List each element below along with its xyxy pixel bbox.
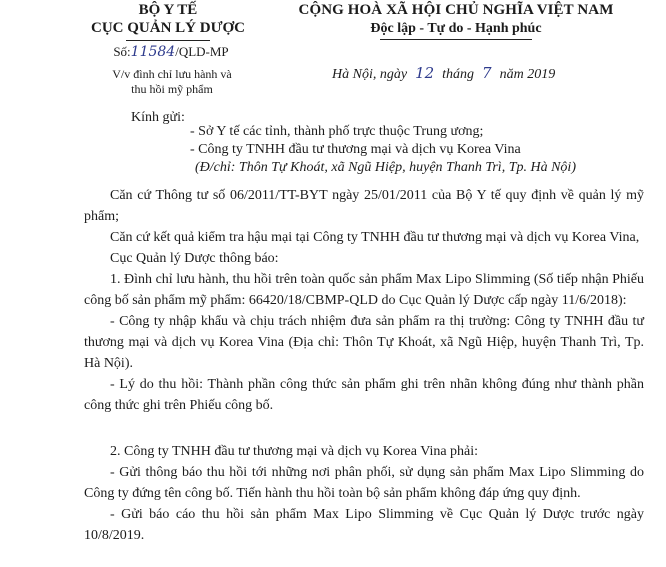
document-subject: [92, 67, 252, 97]
body-section-1: [84, 185, 644, 416]
doc-no-suffix: /QLD-MP: [175, 44, 229, 59]
date-month-handwritten: 7: [482, 64, 492, 82]
document-number: [96, 44, 246, 60]
paragraph-importer: - Công ty nhập khẩu và chịu trách nhiệm đưa sản phẩm ra thị trường: Công ty TNHH đầu tư thương mại và dịch vụ Korea Vina (Địa chỉ: Thôn Tự Khoát, xã Ngũ Hiệp, huyện Thanh Trì, Tp. Hà Nội).: [84, 314, 644, 371]
date-year: năm 2019: [499, 67, 556, 82]
department-name: CỤC QUẢN LÝ DƯỢC: [90, 20, 246, 36]
paragraph-report: - Gửi báo cáo thu hồi sản phẩm Max Lipo Slimming về Cục Quản lý Dược trước ngày 10/8/2019.: [84, 507, 644, 543]
subject-line-2: thu hồi mỹ phẩm: [131, 82, 213, 96]
department-underline: [126, 40, 210, 41]
greeting: Kính gửi:: [131, 110, 185, 125]
document-date: [332, 64, 555, 83]
date-day-handwritten: 12: [415, 64, 435, 82]
paragraph-announcement: Cục Quản lý Dược thông báo:: [110, 251, 279, 266]
paragraph-item-1: 1. Đình chỉ lưu hành, thu hồi trên toàn quốc sản phẩm Max Lipo Slimming (Số tiếp nhận Phiếu công bố sản phẩm mỹ phẩm: 66420/18/CBMP-QLD do Cục Quản lý Dược cấp ngày 11/6/2018):: [84, 272, 644, 308]
recipient-2-address: (Đ/chỉ: Thôn Tự Khoát, xã Ngũ Hiệp, huyện Thanh Trì, Tp. Hà Nội): [195, 160, 576, 175]
subject-line-1: V/v đình chỉ lưu hành và: [112, 67, 232, 81]
national-motto: Độc lập - Tự do - Hạnh phúc: [370, 21, 542, 36]
date-month-label: tháng: [442, 67, 475, 82]
doc-no-handwritten: 11584: [130, 44, 176, 60]
date-prefix: Hà Nội, ngày: [332, 67, 408, 82]
body-section-2: [84, 441, 644, 546]
paragraph-legal-basis-2: Căn cứ kết quả kiểm tra hậu mại tại Công ty TNHH đầu tư thương mại và dịch vụ Korea Vina,: [110, 230, 640, 245]
motto-underline: [380, 39, 532, 40]
paragraph-legal-basis-1: Căn cứ Thông tư số 06/2011/TT-BYT ngày 25/01/2011 của Bộ Y tế quy định về quản lý mỹ phẩm;: [84, 188, 644, 224]
paragraph-notify: - Gửi thông báo thu hồi tới những nơi phân phối, sử dụng sản phẩm Max Lipo Slimming do Công ty đứng tên công bố. Tiến hành thu hồi toàn bộ sản phẩm không đáp ứng quy định.: [84, 465, 644, 501]
recipient-2: - Công ty TNHH đầu tư thương mại và dịch vụ Korea Vina: [190, 142, 521, 157]
paragraph-item-2: 2. Công ty TNHH đầu tư thương mại và dịch vụ Korea Vina phải:: [110, 444, 479, 459]
paragraph-reason: - Lý do thu hồi: Thành phần công thức sản phẩm ghi trên nhãn không đúng như thành phần công thức ghi trên Phiếu công bố.: [84, 377, 644, 413]
doc-no-prefix: Số:: [113, 44, 131, 59]
ministry-name: BỘ Y TẾ: [138, 2, 198, 18]
national-title: CỘNG HOÀ XÃ HỘI CHỦ NGHĨA VIỆT NAM: [298, 2, 614, 18]
recipient-1: - Sở Y tế các tỉnh, thành phố trực thuộc Trung ương;: [190, 124, 484, 139]
